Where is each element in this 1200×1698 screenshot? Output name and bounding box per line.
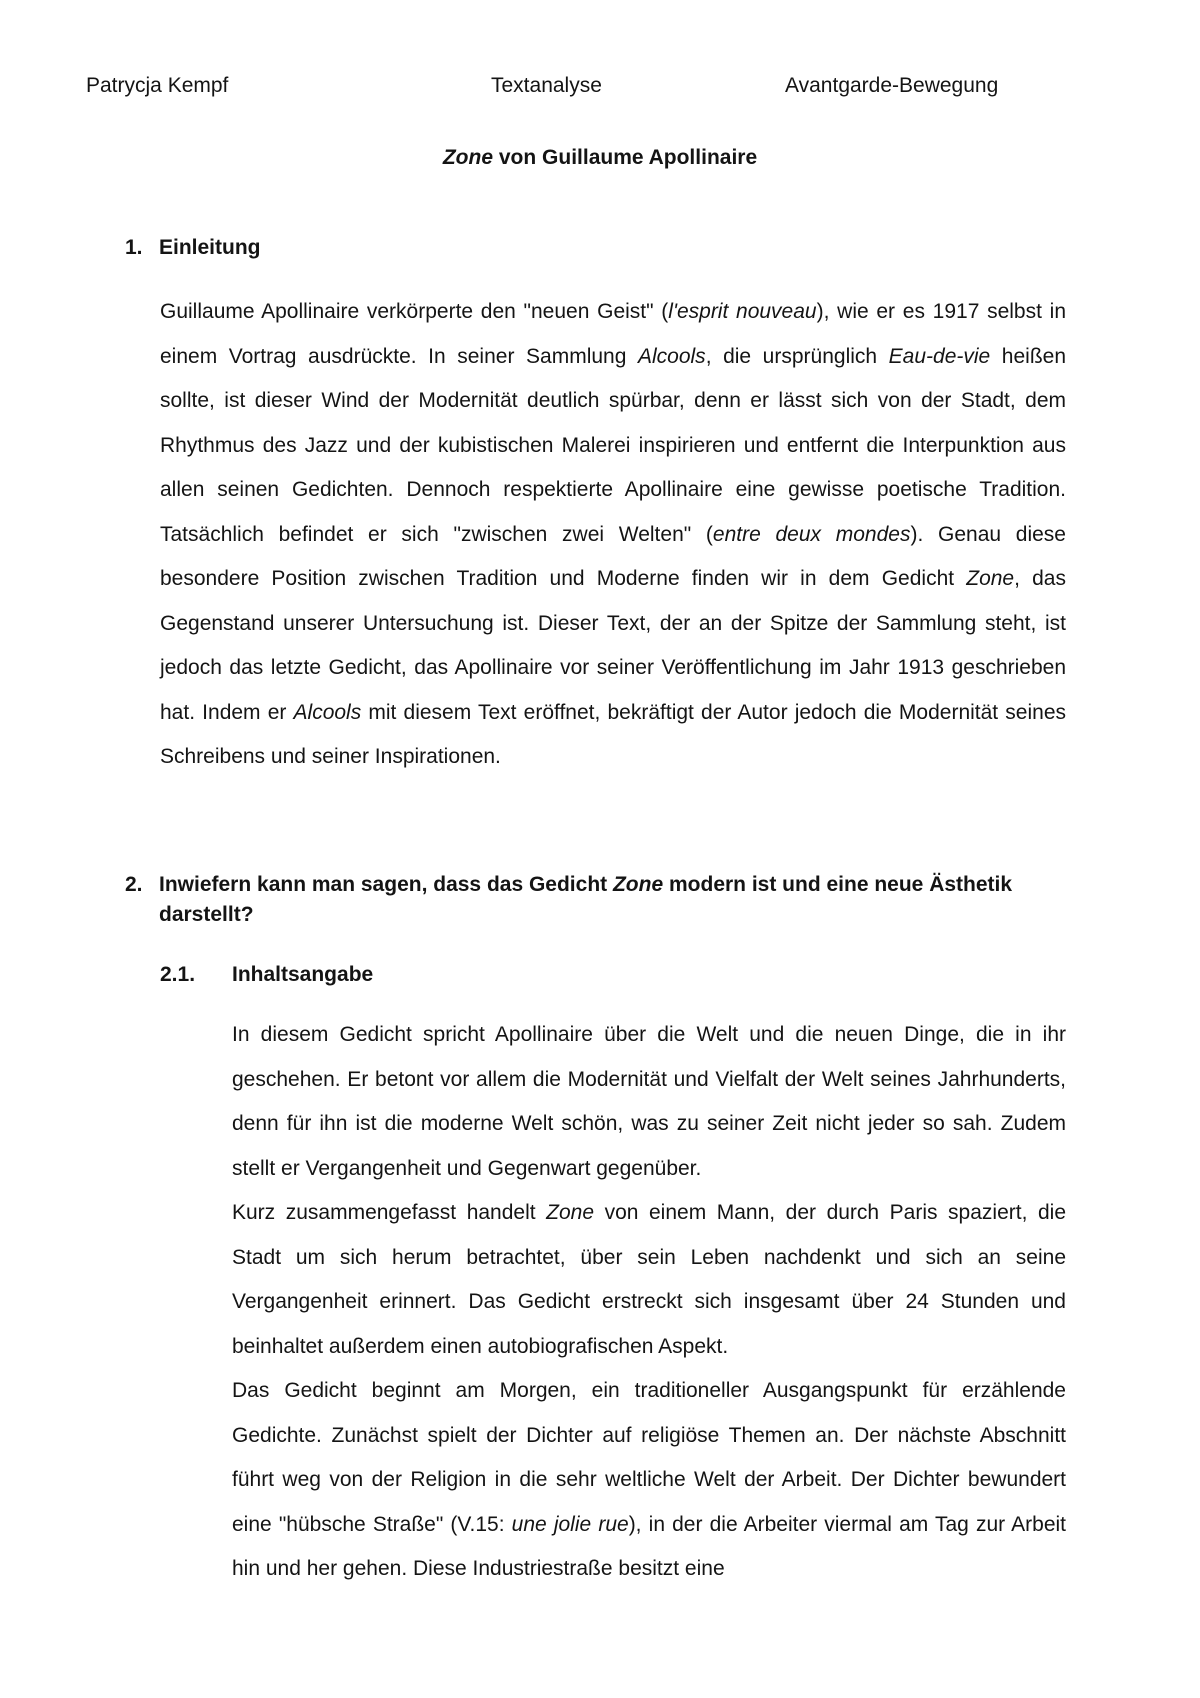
text-run-italic: entre deux mondes bbox=[712, 522, 911, 546]
header-topic: Avantgarde-Bewegung bbox=[785, 74, 999, 97]
text-run: ). Genau diese besondere Position zwischen Tradition und Moderne finden wir in dem Gedicht bbox=[160, 522, 1066, 590]
text-run-italic: Zone bbox=[966, 567, 1015, 590]
summary-paragraph-a: In diesem Gedicht spricht Apollinaire über die Welt und die neuen Dinge, die in ihr geschehen. Er betont vor allem die Modernität und Vielfalt der Welt seines Jahrhunderts, denn für ihn ist die moderne Welt schön, was zu seiner Zeit nicht jeder so sah. Zudem stellt er Vergangenheit und Gegenwart gegenüber. bbox=[232, 1023, 1066, 1180]
text-run: ), in der die Arbeiter viermal am Tag zur Arbeit hin und her gehen. Diese Industriestraße besitzt eine bbox=[232, 1512, 1066, 1580]
text-run: Inwiefern kann man sagen, dass das Gedicht bbox=[159, 873, 613, 896]
text-run-italic: l'esprit nouveau bbox=[668, 300, 817, 323]
text-run-italic: Zone bbox=[612, 873, 664, 896]
text-run: Das Gedicht beginnt am Morgen, ein traditioneller Ausgangspunkt für erzählende Gedichte. Zunächst spielt der Dichter auf religiöse Themen an. Der nächste Abschnitt führt weg von der Religion in die sehr weltliche Welt der Arbeit. Der Dichter bewundert eine "hübsche Straße" (V.15: bbox=[232, 1379, 1066, 1536]
text-run-italic: une jolie rue bbox=[511, 1512, 629, 1536]
title-italic: Zone bbox=[442, 146, 494, 169]
section-2-heading bbox=[125, 870, 1066, 930]
title-rest: von Guillaume Apollinaire bbox=[493, 146, 758, 169]
text-run-italic: Alcools bbox=[293, 700, 362, 724]
document-title bbox=[0, 146, 1200, 170]
text-run: von einem Mann, der durch Paris spaziert, die Stadt um sich herum betrachtet, über sein Leben nachdenkt und sich an seine Vergangenheit erinnert. Das Gedicht erstreckt sich insgesamt über 24 Stunden und beinhaltet außerdem einen autobiografischen Aspekt. bbox=[232, 1201, 1066, 1358]
summary-paragraph-b bbox=[232, 1191, 1066, 1369]
text-run: mit diesem Text eröffnet, bekräftigt der Autor jedoch die Modernität seines Schreibens und seiner Inspirationen. bbox=[160, 700, 1066, 768]
text-run-italic: Alcools bbox=[637, 344, 706, 368]
section-1-number: 1. bbox=[125, 236, 143, 259]
text-run: , die ursprünglich bbox=[705, 344, 889, 368]
section-1-title: Einleitung bbox=[159, 236, 261, 259]
section-2-number: 2. bbox=[125, 873, 143, 896]
text-run: Kurz zusammengefasst handelt bbox=[232, 1201, 547, 1224]
text-run-italic: Eau-de-vie bbox=[888, 344, 991, 368]
text-run: modern ist und eine neue Ästhetik darstellt? bbox=[159, 873, 1013, 926]
summary-paragraph-c bbox=[232, 1369, 1066, 1592]
page-header bbox=[0, 74, 1200, 104]
subsection-2-1-number: 2.1. bbox=[160, 963, 196, 986]
section-2-title bbox=[159, 870, 1066, 930]
summary-body bbox=[232, 1013, 1066, 1592]
header-author: Patrycja Kempf bbox=[86, 74, 229, 97]
intro-paragraph bbox=[160, 290, 1066, 780]
text-run: ), wie er es 1917 selbst in einem Vortrag ausdrückte. In seiner Sammlung bbox=[160, 300, 1066, 368]
subsection-2-1-title: Inhaltsangabe bbox=[232, 963, 374, 986]
text-run-italic: Zone bbox=[546, 1201, 595, 1224]
header-doc-type: Textanalyse bbox=[491, 74, 602, 97]
text-run: Guillaume Apollinaire verkörperte den "neuen Geist" ( bbox=[160, 300, 669, 323]
text-run: heißen sollte, ist dieser Wind der Modernität deutlich spürbar, denn er lässt sich von der Stadt, dem Rhythmus des Jazz und der kubistischen Malerei inspirieren und entfernt die Interpunktion aus allen seinen Gedichten. Dennoch respektierte Apollinaire eine gewisse poetische Tradition. Tatsächlich befindet er sich "zwischen zwei Welten" ( bbox=[160, 344, 1066, 546]
text-run: , das Gegenstand unserer Untersuchung ist. Dieser Text, der an der Spitze der Sammlung steht, ist jedoch das letzte Gedicht, das Apollinaire vor seiner Veröffentlichung im Jahr 1913 geschrieben hat. Indem er bbox=[160, 567, 1066, 724]
